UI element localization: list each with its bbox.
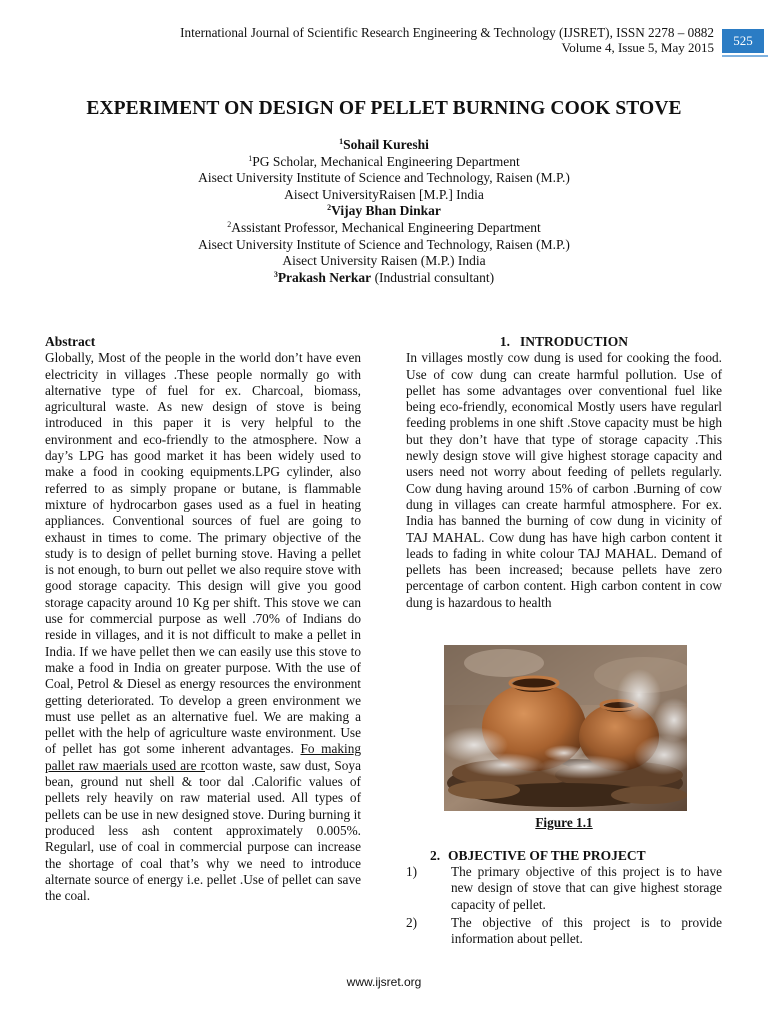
figure-clay-pots-image: [444, 645, 687, 811]
author-2-institute: Aisect University Institute of Science and Technology, Raisen (M.P.): [198, 236, 570, 252]
footer-url: www.ijsret.org: [346, 975, 422, 989]
abstract-heading: Abstract: [45, 334, 96, 349]
author-2-location: Aisect University Raisen (M.P.) India: [282, 253, 486, 269]
volume-issue: Volume 4, Issue 5, May 2015: [561, 40, 714, 55]
abstract-text: Globally, Most of the people in the world don’t have even electricity in villages .These people normally go with alternative type of fuel for ex. Charcoal, biomass, agricultural waste. As new design of stove is being introduced in this paper it is very helpful to the environment and eco-friendly to the atmosphere. Now a day’s LPG has good market it has been widely used to make a food in cooking equipments.LPG cylinder, also referred to as simply propane or butane, is flammable mixture of hydrocarbon gases used as a fuel in heating appliances. Conventional sources of fuel are going to exhaust in times to come. The primary objective of the study is to design of pellet burning stove. Having a pellet is not enough, to burn out pellet we also require stove with good storage capacity. This design will give you good storage capacity around 10 Kg per shift. This stove we can use for commercial purpose as well .70% of Indians do reside in villages, and it is not difficult to make a pellet in India. If we have pellet then we can easily use this stove to make a food in India on greater purpose. With the use of Coal, Petrol & Diesel as energy resources the environment getting deteriorated. To develop a green environment we must use pellet as an alternative fuel. We are making a pellet with the help of agriculture waste environment. Use of pellet has got some inherent advantages. Fo making pallet raw maerials used are rcotton waste, saw dust, Soya bean, ground nut shell & toor dal .Calorific values of pellets rely heavily on raw material used. All types of pellets can be use in new designed stove. During burning it produced less ash content approximately 0.005%. Regularl, use of coal in commercial purpose can increase the shortage of coal that’s why we need to introduce alternate source of energy i.e. pellet .Use of pellet can save the coal.: [45, 350, 361, 904]
introduction-heading: 1. INTRODUCTION: [499, 334, 629, 349]
figure-caption: Figure 1.1: [535, 815, 593, 830]
abstract-column: [45, 334, 361, 904]
author-1-location: Aisect UniversityRaisen [M.P.] India: [284, 186, 484, 202]
paper-title: EXPERIMENT ON DESIGN OF PELLET BURNING COOK STOVE: [86, 98, 682, 119]
list-item: 1) The primary objective of this project is to have new design of stove that can give highest storage capacity of pellet.: [406, 864, 722, 912]
author-1-role: $^1$PG Scholar, Mechanical Engineering Department: [248, 153, 520, 169]
introduction-text: In villages mostly cow dung is used for cooking the food. Use of cow dung can create harmful pollution. Use of pellet has some advantages over conventional fuel like being eco-friendly, economical Mostly users have regularl feeding problems in one shift .Stove capacity must be high but they don’t have that type of storage capacity .This newly design stove will give highest storage capacity and users need not worry about feeding of pellets regularly. Cow dung having around 15% of carbon .Burning of cow dung in villages can create harmful atmosphere. For ex. India has banned the burning of cow dung in vicinity of TAJ MAHAL. Cow dung has have high carbon content it leads to fading in white colour TAJ MAHAL. Demand of pellets has been increased; because pellets have zero percentage of carbon content. High carbon content in cow dung is hazardous to health: [406, 350, 722, 610]
author-1-institute: Aisect University Institute of Science and Technology, Raisen (M.P.): [198, 170, 570, 186]
journal-header: International Journal of Scientific Research Engineering & Technology (IJSRET), ISSN 2278 – 0882: [180, 25, 714, 40]
objective-list: [406, 864, 722, 949]
author-2: $^2$Vijay Bhan Dinkar: [327, 203, 441, 219]
objective-heading: 2. OBJECTIVE OF THE PROJECT: [430, 848, 646, 863]
author-3: $^3$Prakash Nerkar (Industrial consultant): [273, 269, 495, 285]
introduction-column: [406, 334, 722, 611]
list-item: 2) The objective of this project is to provide information about pellet.: [406, 914, 722, 947]
author-1: $^1$Sohail Kureshi: [339, 137, 429, 152]
badge-rule: [722, 55, 768, 57]
author-block: [0, 137, 768, 286]
page-number-badge: 525: [722, 29, 764, 53]
author-2-role: $^2$Assistant Professor, Mechanical Engineering Department: [227, 219, 541, 235]
